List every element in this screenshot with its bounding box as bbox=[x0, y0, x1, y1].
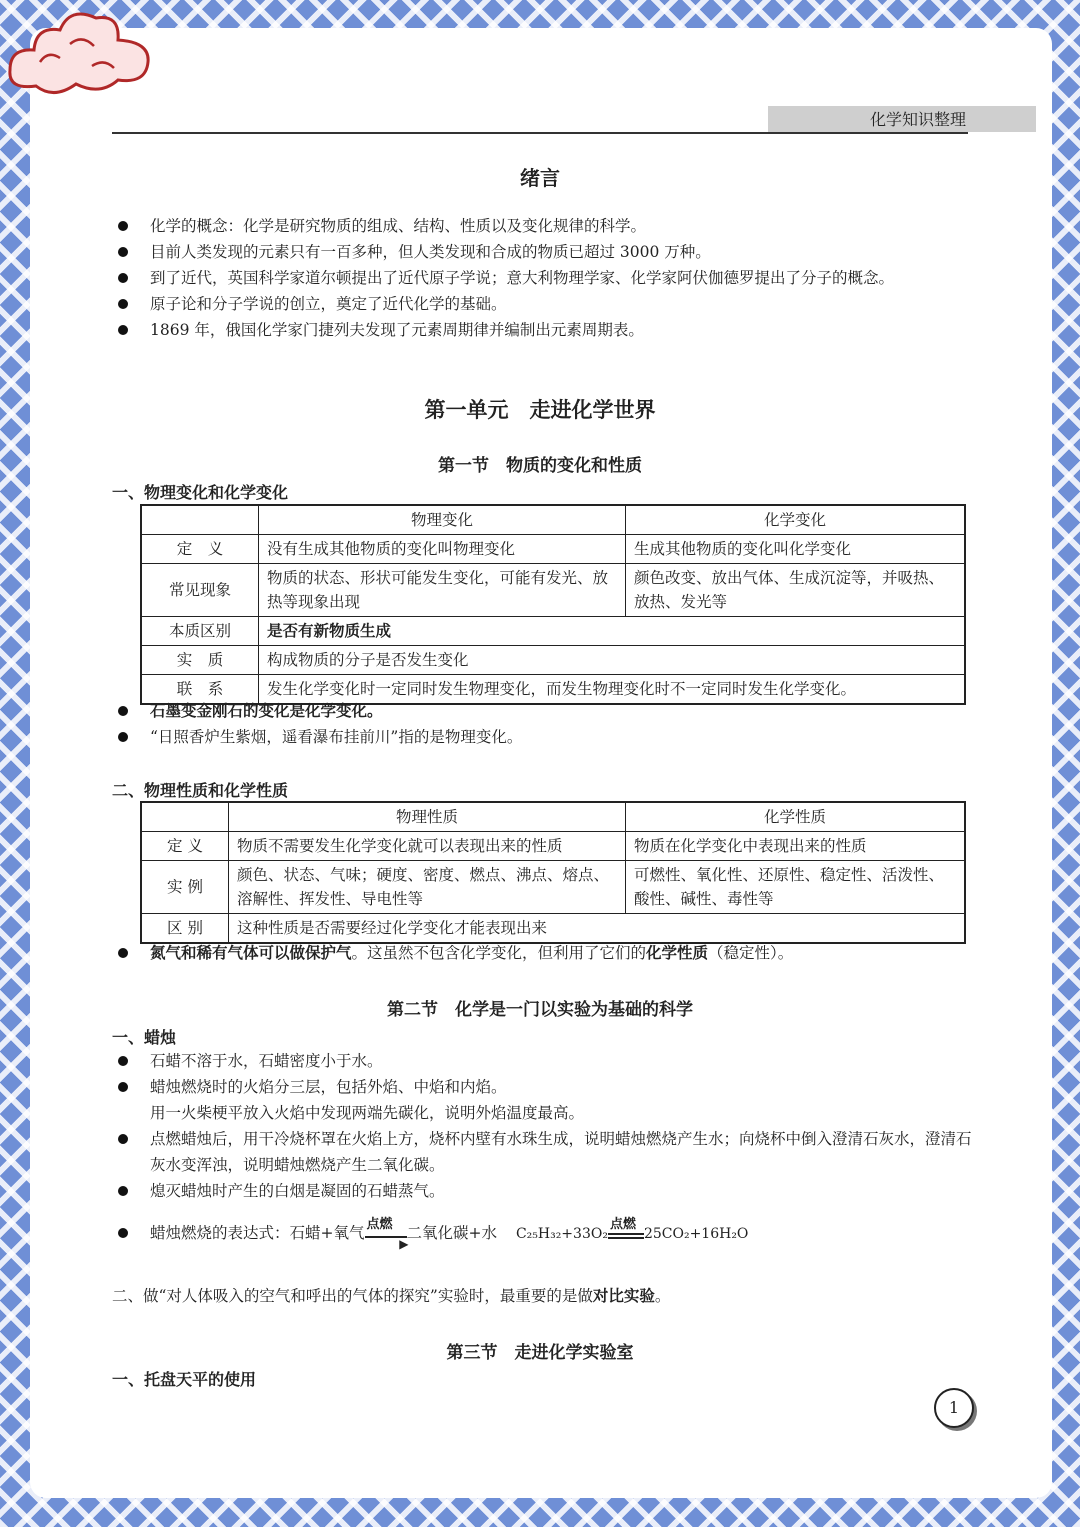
indent-line: 用一火柴梗平放入火焰中发现两端先碳化，说明外焰温度最高。 bbox=[150, 1104, 585, 1122]
note-text: 。 bbox=[654, 1287, 671, 1305]
protective-gas-note bbox=[112, 940, 972, 966]
equation-text: 蜡烛燃烧的表达式：石蜡+氧气 bbox=[150, 1224, 365, 1242]
section3-title: 第三节 走进化学实验室 bbox=[446, 1343, 634, 1363]
table-row bbox=[141, 535, 965, 564]
table-row bbox=[141, 861, 965, 914]
section2-title: 第二节 化学是一门以实验为基础的科学 bbox=[387, 1000, 693, 1020]
candle-notes bbox=[112, 1048, 972, 1204]
section1-title: 第一节 物质的变化和性质 bbox=[438, 456, 642, 476]
table-cell: 发生化学变化时一定同时发生物理变化，而发生物理变化时不一定同时发生化学变化。 bbox=[259, 675, 966, 705]
note-bold-text: 化学性质 bbox=[646, 943, 709, 962]
list-item: “日照香炉生紫烟，遥看瀑布挂前川”指的是物理变化。 bbox=[112, 724, 972, 750]
candle-equation bbox=[112, 1217, 972, 1251]
row-label: 定 义 bbox=[141, 832, 229, 861]
table-cell: 颜色、状态、气味；硬度、密度、燃点、沸点、熔点、溶解性、挥发性、导电性等 bbox=[229, 861, 626, 914]
list-item: 原子论和分子学说的创立，奠定了近代化学的基础。 bbox=[112, 291, 972, 317]
row-label: 常见现象 bbox=[141, 564, 259, 617]
section3-part1-heading: 一、托盘天平的使用 bbox=[112, 1370, 257, 1389]
row-label: 联 系 bbox=[141, 675, 259, 705]
reaction-arrow-icon: 点燃 ▶ bbox=[365, 1224, 407, 1244]
chemical-formula: 25CO₂+16H₂O bbox=[643, 1226, 749, 1242]
cloud-ornament-icon bbox=[0, 0, 160, 120]
page-number: 1 bbox=[934, 1388, 974, 1428]
list-item: 1869 年，俄国化学家门捷列夫发现了元素周期律并编制出元素周期表。 bbox=[112, 317, 972, 343]
list-item: 石蜡不溶于水，石蜡密度小于水。 bbox=[112, 1048, 972, 1074]
table-cell: 这种性质是否需要经过化学变化才能表现出来 bbox=[229, 914, 966, 944]
list-item: 蜡烛燃烧时的火焰分三层，包括外焰、中焰和内焰。 bbox=[112, 1074, 972, 1100]
equals-sign-icon bbox=[608, 1217, 644, 1244]
table-cell: 是否有新物质生成 bbox=[259, 617, 966, 646]
note-bold-text: 氮气和稀有气体可以做保护气 bbox=[150, 943, 352, 962]
reaction-condition: 点燃 bbox=[609, 1217, 636, 1232]
property-comparison-table bbox=[140, 801, 966, 944]
table-cell: 物质的状态、形状可能发生变化，可能有发光、放热等现象出现 bbox=[259, 564, 626, 617]
table-row bbox=[141, 617, 965, 646]
table-cell: 可燃性、氧化性、还原性、稳定性、活泼性、酸性、碱性、毒性等 bbox=[626, 861, 966, 914]
list-item: 熄灭蜡烛时产生的白烟是凝固的石蜡蒸气。 bbox=[112, 1178, 972, 1204]
table-cell: 物质不需要发生化学变化就可以表现出来的性质 bbox=[229, 832, 626, 861]
table-row bbox=[141, 802, 965, 832]
list-item bbox=[112, 1217, 972, 1251]
note-bold-text: 对比实验 bbox=[592, 1286, 655, 1305]
reaction-condition: 点燃 bbox=[366, 1217, 393, 1232]
list-item: 化学的概念：化学是研究物质的组成、结构、性质以及变化规律的科学。 bbox=[112, 213, 972, 239]
list-item: 石墨变金刚石的变化是化学变化。 bbox=[112, 698, 972, 724]
list-item: 点燃蜡烛后，用干冷烧杯罩在火焰上方，烧杯内壁有水珠生成，说明蜡烛燃烧产生水；向烧杯中倒入澄清石灰水，澄清石灰水变浑浊，说明蜡烛燃烧产生二氧化碳。 bbox=[112, 1126, 972, 1178]
section1-part2-heading: 二、物理性质和化学性质 bbox=[112, 781, 289, 800]
table-cell: 物质在化学变化中表现出来的性质 bbox=[626, 832, 966, 861]
table-header-physical: 物理变化 bbox=[259, 505, 626, 535]
row-label: 实 例 bbox=[141, 861, 229, 914]
table-header-physical: 物理性质 bbox=[229, 802, 626, 832]
table-header-chemical: 化学变化 bbox=[626, 505, 966, 535]
table-row bbox=[141, 832, 965, 861]
table-cell: 生成其他物质的变化叫化学变化 bbox=[626, 535, 966, 564]
intro-bullets bbox=[112, 213, 972, 343]
chemical-formula: C₂₅H₃₂+33O₂ bbox=[515, 1226, 608, 1242]
note-text: （稳定性）。 bbox=[708, 944, 794, 962]
header-divider bbox=[112, 132, 968, 134]
table-cell: 颜色改变、放出气体、生成沉淀等，并吸热、放热、发光等 bbox=[626, 564, 966, 617]
section1-part1-heading: 一、物理变化和化学变化 bbox=[112, 483, 289, 502]
table1-notes bbox=[112, 698, 972, 750]
table-header-chemical: 化学性质 bbox=[626, 802, 966, 832]
equation-text: 二氧化碳+水 bbox=[406, 1224, 497, 1242]
row-label: 区 别 bbox=[141, 914, 229, 944]
unit-title: 第一单元 走进化学世界 bbox=[424, 397, 656, 422]
note-text: 。这虽然不包含化学变化，但利用了它们的 bbox=[351, 944, 647, 962]
row-label: 实 质 bbox=[141, 646, 259, 675]
list-item bbox=[112, 940, 972, 966]
table-row bbox=[141, 505, 965, 535]
row-label: 本质区别 bbox=[141, 617, 259, 646]
row-label: 定 义 bbox=[141, 535, 259, 564]
table-cell: 构成物质的分子是否发生变化 bbox=[259, 646, 966, 675]
header-tab: 化学知识整理 bbox=[768, 106, 1036, 132]
table-row bbox=[141, 914, 965, 944]
intro-title: 绪言 bbox=[520, 166, 560, 190]
section2-part1-heading: 一、蜡烛 bbox=[112, 1028, 177, 1047]
table-cell: 没有生成其他物质的变化叫物理变化 bbox=[259, 535, 626, 564]
table-row bbox=[141, 646, 965, 675]
list-item: 到了近代，英国科学家道尔顿提出了近代原子学说；意大利物理学家、化学家阿伏伽德罗提出了分子的概念。 bbox=[112, 265, 972, 291]
list-item: 目前人类发现的元素只有一百多种，但人类发现和合成的物质已超过 3000 万种。 bbox=[112, 239, 972, 265]
comparison-experiment-note bbox=[112, 1284, 972, 1308]
table-row bbox=[141, 564, 965, 617]
change-comparison-table bbox=[140, 504, 966, 705]
note-text: 二、做“对人体吸入的空气和呼出的气体的探究”实验时，最重要的是做 bbox=[112, 1287, 593, 1305]
